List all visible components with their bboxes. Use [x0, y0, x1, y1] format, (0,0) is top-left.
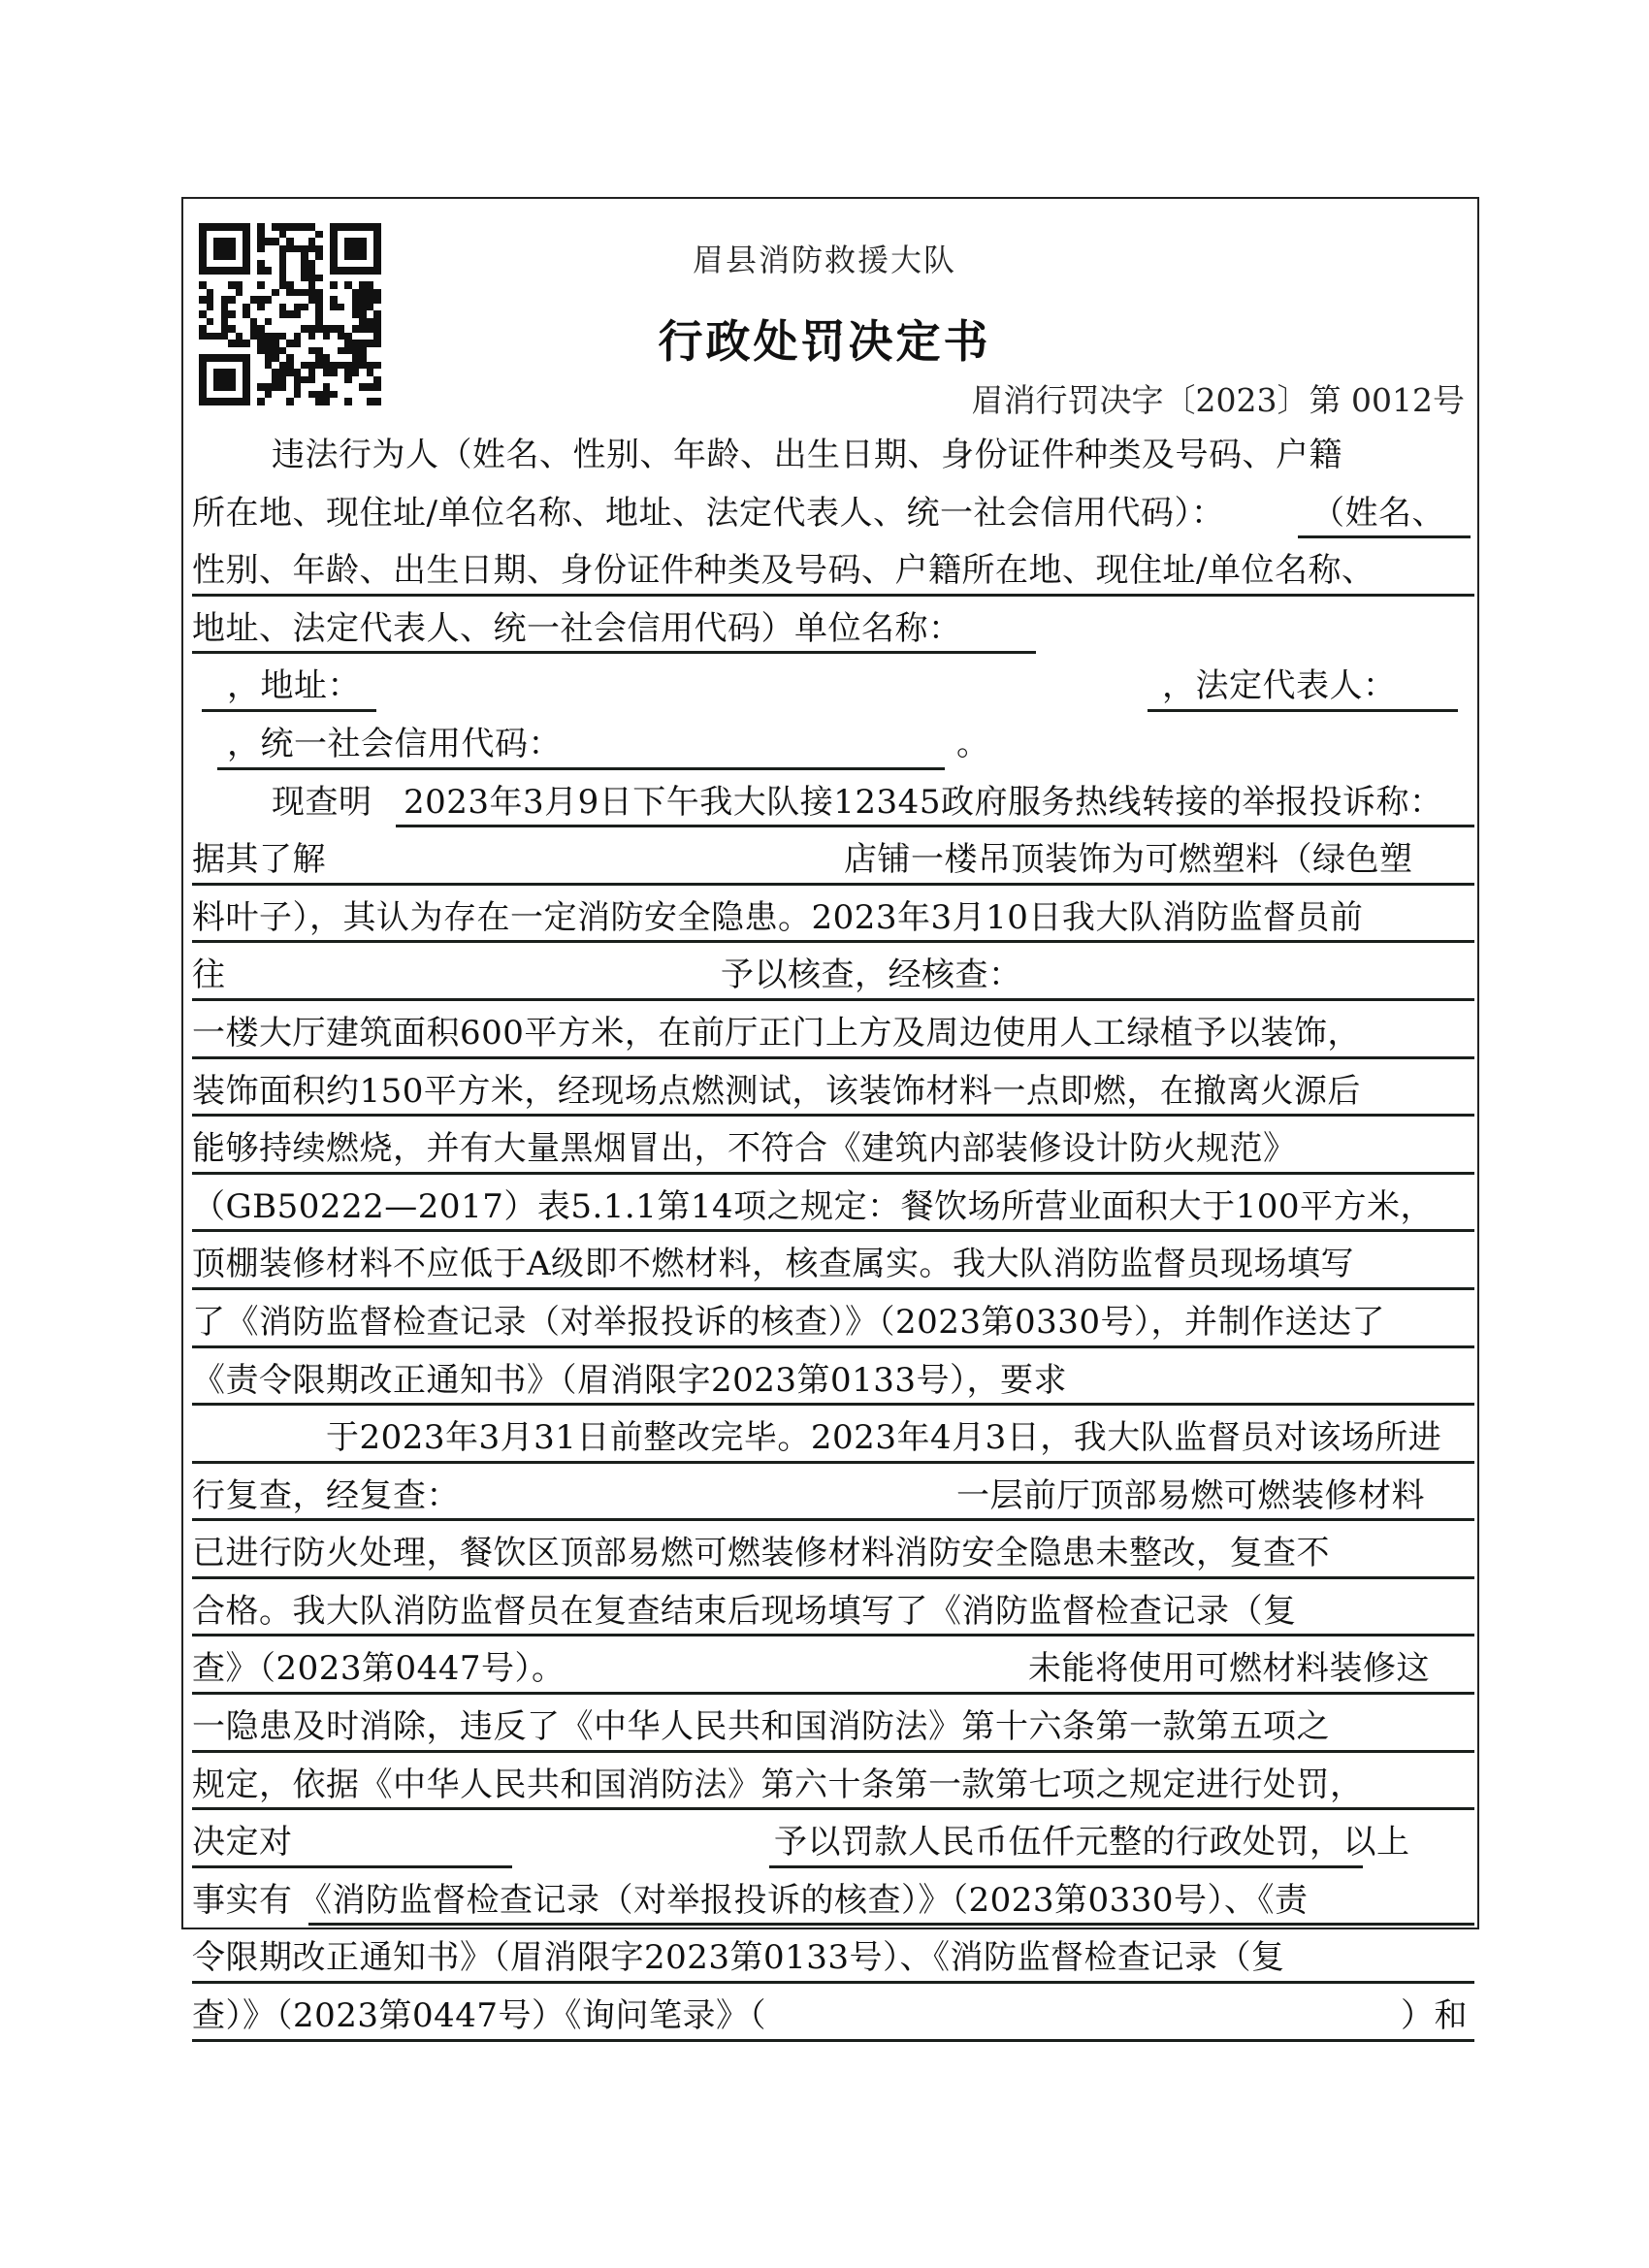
text-segment: 店铺一楼吊顶装饰为可燃塑料（绿色塑: [844, 840, 1413, 880]
text-segment: 行复查，经复查：: [192, 1475, 460, 1515]
body-line: [192, 1352, 1472, 1410]
text-segment: （姓名、: [1311, 493, 1445, 533]
text-segment: 一楼大厅建筑面积600平方米，在前厅正门上方及周边使用人工绿植予以装饰，: [192, 1013, 1361, 1053]
body-line: [192, 1872, 1472, 1930]
body-line: [192, 1294, 1472, 1352]
underline: [192, 2039, 1474, 2042]
body-line: [192, 1063, 1472, 1121]
body-line: [192, 1814, 1472, 1872]
underline: [192, 1807, 1474, 1810]
underline: [192, 1981, 1474, 1984]
body-line: [192, 1929, 1472, 1988]
text-segment: 查）》（2023第0447号）《询问笔录》（: [192, 1996, 767, 2036]
underline: [192, 1056, 1474, 1059]
text-segment: 《责令限期改正通知书》（眉消限字2023第0133号），要求: [192, 1360, 1068, 1400]
body-line: [192, 1409, 1472, 1468]
text-segment: 违法行为人（姓名、性别、年龄、出生日期、身份证件种类及号码、户籍: [272, 436, 1342, 474]
text-segment: 予以罚款人民币伍仟元整的行政处罚，以上: [774, 1823, 1410, 1863]
text-segment: 顶棚装修材料不应低于A级即不燃材料，核查属实。我大队消防监督员现场填写: [192, 1245, 1355, 1284]
underline: [1148, 709, 1458, 712]
body-line: [192, 1005, 1472, 1063]
underline: [192, 998, 1474, 1001]
text-segment: ）和: [1401, 1996, 1468, 2036]
underline: [192, 1345, 1474, 1348]
underline: [192, 940, 1474, 943]
body-line: [192, 1120, 1472, 1179]
body-line: [192, 542, 1472, 600]
text-segment: 合格。我大队消防监督员在复查结束后现场填写了《消防监督检查记录（复: [192, 1591, 1297, 1631]
underline: [192, 1403, 1474, 1406]
underline: [202, 709, 376, 712]
body-line: [192, 947, 1472, 1005]
body-line: [192, 1583, 1472, 1641]
underline: [192, 1229, 1474, 1232]
underline: [192, 1865, 512, 1868]
text-segment: 未能将使用可燃材料装修这: [1028, 1649, 1430, 1689]
text-segment: 能够持续燃烧，并有大量黑烟冒出，不符合《建筑内部装修设计防火规范》: [192, 1129, 1297, 1169]
text-segment: 据其了解: [192, 840, 326, 880]
underline: [192, 1634, 1474, 1636]
text-segment: 一隐患及时消除，违反了《中华人民共和国消防法》第十六条第一款第五项之: [192, 1707, 1330, 1747]
body-line: [192, 1699, 1472, 1757]
text-segment: 。: [956, 724, 990, 763]
text-segment: 2023年3月9日下午我大队接12345政府服务热线转接的举报投诉称：: [404, 782, 1443, 822]
underline: [192, 1172, 1474, 1175]
body-line: [192, 831, 1472, 890]
document-body: [192, 427, 1472, 2046]
underline: [192, 651, 1036, 654]
text-segment: 于2023年3月31日前整改完毕。2023年4月3日，我大队监督员对该场所进: [326, 1418, 1442, 1458]
text-segment: 性别、年龄、出生日期、身份证件种类及号码、户籍所在地、现住址/单位名称、: [192, 551, 1375, 591]
underline: [192, 1750, 1474, 1753]
underline: [192, 594, 1474, 597]
text-segment: 《消防监督检查记录（对举报投诉的核查）》（2023第0330号）、《责: [299, 1880, 1309, 1920]
underline: [769, 1865, 1363, 1868]
text-segment: 令限期改正通知书》（眉消限字2023第0133号）、《消防监督检查记录（复: [192, 1938, 1285, 1978]
body-line: [192, 1988, 1472, 2046]
text-segment: 查》（2023第0447号）。: [192, 1649, 566, 1689]
underline: [192, 1461, 1474, 1464]
body-line: [192, 1640, 1472, 1699]
text-segment: 规定，依据《中华人民共和国消防法》第六十条第一款第七项之规定进行处罚，: [192, 1765, 1364, 1804]
text-segment: 所在地、现住址/单位名称、地址、法定代表人、统一社会信用代码）：: [192, 493, 1225, 533]
body-line: [192, 658, 1472, 716]
text-segment: 料叶子），其认为存在一定消防安全隐患。2023年3月10日我大队消防监督员前: [192, 897, 1364, 937]
underline: [192, 1518, 1474, 1521]
body-line: [192, 716, 1472, 774]
text-segment: 装饰面积约150平方米，经现场点燃测试，该装饰材料一点即燃，在撤离火源后: [192, 1071, 1361, 1111]
text-segment: 往: [192, 956, 226, 995]
body-line: [192, 890, 1472, 948]
body-line: [192, 1236, 1472, 1294]
document-title: 行政处罚决定书: [658, 315, 991, 368]
body-line: [192, 1757, 1472, 1815]
underline: [192, 1692, 1474, 1695]
body-line: [192, 1468, 1472, 1526]
text-segment: ，地址：: [227, 666, 361, 706]
text-segment: ，法定代表人：: [1162, 666, 1397, 706]
organization-name: 眉县消防救援大队: [692, 242, 956, 278]
text-segment: 决定对: [192, 1823, 293, 1863]
body-line: [192, 1525, 1472, 1583]
text-segment: 地址、法定代表人、统一社会信用代码）单位名称：: [192, 608, 962, 648]
text-segment: 事实有: [192, 1880, 293, 1920]
body-line: [192, 427, 1472, 485]
document-number: 眉消行罚决字〔2023〕第 0012号: [971, 381, 1465, 419]
body-line: [192, 600, 1472, 659]
underline: [192, 1287, 1474, 1290]
underline: [192, 1576, 1474, 1579]
body-line: [192, 1179, 1472, 1237]
body-line: [192, 485, 1472, 543]
underline: [192, 883, 1474, 886]
text-segment: 了《消防监督检查记录（对举报投诉的核查）》（2023第0330号），并制作送达了: [192, 1302, 1386, 1342]
underline: [1298, 535, 1471, 538]
text-segment: （GB50222—2017）表5.1.1第14项之规定：餐饮场所营业面积大于100平方米，: [192, 1186, 1435, 1226]
underline: [308, 1923, 1474, 1926]
text-segment: 现查明: [272, 782, 372, 822]
underline: [217, 767, 945, 770]
text-segment: 一层前厅顶部易燃可燃装修材料: [956, 1475, 1425, 1515]
text-segment: 已进行防火处理，餐饮区顶部易燃可燃装修材料消防安全隐患未整改，复查不: [192, 1534, 1330, 1573]
text-segment: 予以核查，经核查：: [721, 956, 1022, 995]
underline: [396, 825, 1474, 827]
body-line: [192, 774, 1472, 832]
underline: [192, 1114, 1474, 1117]
text-segment: ，统一社会信用代码：: [227, 724, 562, 763]
